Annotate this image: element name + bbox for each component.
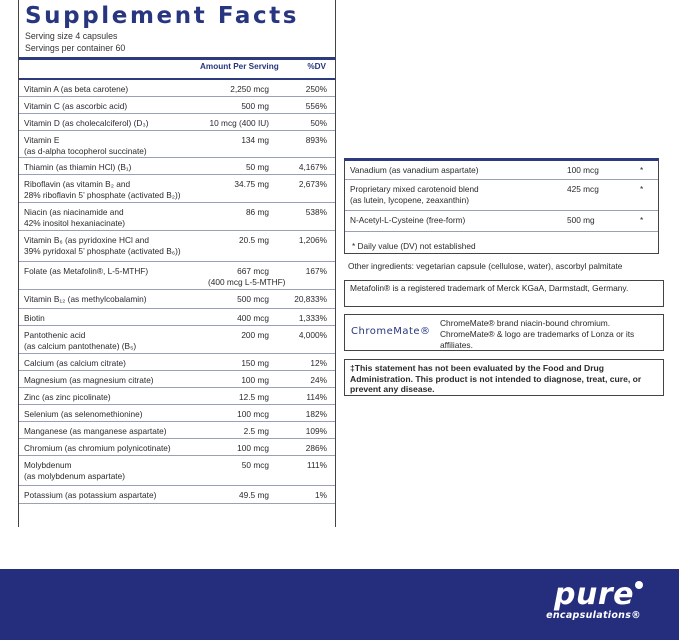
nutrient-dv: 111% [307, 460, 327, 470]
nutrient-name: Selenium (as selenomethionine) [24, 409, 143, 419]
nutrient-amount-detail: (400 mcg L-5-MTHF) [208, 277, 286, 287]
nutrient-name: Biotin [24, 313, 45, 323]
chromemate-trademark-text: ChromeMate® brand niacin-bound chromium. ChromeMate® & logo are trademarks of Lonza or its affiliates. [440, 318, 635, 350]
nutrient-row [19, 309, 335, 326]
nutrient-amount: 500 mg [241, 101, 269, 111]
nutrient-amount: 2,250 mcg [230, 84, 269, 94]
nutrient-name: Vanadium (as vanadium aspartate) [350, 165, 479, 175]
nutrient-row [19, 203, 335, 231]
nutrient-amount: 400 mcg [237, 313, 269, 323]
nutrient-name: Potassium (as potassium aspartate) [24, 490, 157, 500]
metafolin-trademark-box [344, 280, 664, 307]
nutrient-dv: 556% [305, 101, 327, 111]
nutrient-dv: 893% [305, 135, 327, 145]
nutrient-row [345, 211, 658, 232]
nutrient-dv: 182% [305, 409, 327, 419]
nutrient-dv: 24% [310, 375, 327, 385]
nutrient-name: Manganese (as manganese aspartate) [24, 426, 167, 436]
nutrient-name: Calcium (as calcium citrate) [24, 358, 126, 368]
nutrient-name: Riboflavin (as vitamin B₂ and 28% riboflavin 5’ phosphate (activated B₂)) [24, 179, 181, 200]
brand-logo: pure [554, 577, 634, 612]
nutrient-amount: 425 mcg [567, 184, 599, 194]
nutrient-name: Niacin (as niacinamide and 42% inositol hexaniacinate) [24, 207, 126, 228]
nutrient-amount: 200 mg [241, 330, 269, 340]
nutrient-row [19, 422, 335, 439]
nutrient-table [19, 80, 335, 504]
nutrient-amount: 500 mg [567, 215, 595, 225]
nutrient-name: Vitamin E (as d-alpha tocopherol succinate) [24, 135, 147, 156]
nutrient-name: Chromium (as chromium polynicotinate) [24, 443, 171, 453]
nutrient-dv: 114% [306, 392, 327, 402]
chromemate-logo: ChromeMate® [351, 326, 431, 337]
nutrient-amount: 100 mg [241, 375, 269, 385]
nutrient-row [19, 131, 335, 158]
nutrient-name: Vitamin A (as beta carotene) [24, 84, 129, 94]
nutrient-row [19, 262, 335, 290]
nutrient-row [19, 439, 335, 456]
nutrient-row [19, 114, 335, 131]
nutrient-dv: * [640, 165, 644, 175]
nutrient-amount: 86 mg [245, 207, 269, 217]
nutrient-dv: 4,000% [298, 330, 327, 340]
dv-footnote: * Daily value (DV) not established [352, 241, 476, 251]
chromemate-box [344, 314, 664, 351]
nutrient-row [19, 354, 335, 371]
nutrient-name: Molybdenum (as molybdenum aspartate) [24, 460, 125, 481]
nutrient-amount: 34.75 mg [234, 179, 269, 189]
nutrient-row [19, 97, 335, 114]
servings-per-container: Servings per container 60 [25, 43, 126, 53]
nutrient-amount: 50 mcg [241, 460, 269, 470]
nutrient-amount: 500 mcg [237, 294, 269, 304]
amount-per-serving-header: Amount Per Serving [200, 62, 279, 71]
brand-footer [0, 569, 679, 640]
nutrient-amount: 10 mcg (400 IU) [209, 118, 269, 128]
nutrient-dv: 109% [305, 426, 327, 436]
nutrient-amount: 134 mg [241, 135, 269, 145]
brand-logo-subtitle: encapsulations® [546, 610, 641, 621]
nutrient-name: Vitamin C (as ascorbic acid) [24, 101, 128, 111]
nutrient-name: Proprietary mixed carotenoid blend (as lutein, lycopene, zeaxanthin) [350, 184, 479, 205]
nutrient-row [19, 326, 335, 354]
nutrient-row [19, 175, 335, 203]
nutrient-dv: * [640, 215, 644, 225]
nutrient-amount: 100 mcg [567, 165, 599, 175]
nutrient-amount: 2.5 mg [243, 426, 269, 436]
nutrient-amount: 150 mg [241, 358, 269, 368]
supplement-facts-panel [18, 0, 336, 527]
fda-disclaimer-box [344, 359, 664, 396]
nutrient-dv: 286% [305, 443, 327, 453]
nutrient-name: Vitamin B₁₂ (as methylcobalamin) [24, 294, 147, 304]
nutrient-dv: 12% [310, 358, 327, 368]
continued-table [345, 161, 658, 232]
metafolin-trademark-text: Metafolin® is a registered trademark of Merck KGaA, Darmstadt, Germany. [350, 283, 629, 293]
nutrient-row [19, 405, 335, 422]
serving-size: Serving size 4 capsules [25, 31, 118, 41]
supplement-facts-continued [344, 158, 659, 254]
nutrient-name: Vitamin D (as cholecalciferol) (D₃) [24, 118, 149, 128]
nutrient-amount: 12.5 mg [239, 392, 269, 402]
nutrient-name: Folate (as Metafolin®, L-5-MTHF) [24, 266, 149, 276]
nutrient-name: Magnesium (as magnesium citrate) [24, 375, 154, 385]
nutrient-dv: 4,167% [298, 162, 327, 172]
nutrient-row [19, 80, 335, 97]
nutrient-row [19, 290, 335, 309]
nutrient-name: Thiamin (as thiamin HCl) (B₁) [24, 162, 132, 172]
nutrient-name: Pantothenic acid (as calcium pantothenate) (B₅) [24, 330, 137, 351]
nutrient-dv: * [640, 184, 644, 194]
fda-disclaimer: ‡This statement has not been evaluated by the Food and Drug Administration. This product is not intended to diagnose, treat, cure, or prevent any disease. [350, 363, 642, 394]
nutrient-amount: 100 mcg [237, 443, 269, 453]
nutrient-row [19, 456, 335, 486]
nutrient-row [19, 486, 335, 504]
nutrient-amount: 100 mcg [237, 409, 269, 419]
nutrient-dv: 1,333% [298, 313, 327, 323]
nutrient-row [19, 158, 335, 175]
nutrient-row [19, 371, 335, 388]
brand-dot-icon [635, 581, 643, 589]
nutrient-amount: 20.5 mg [239, 235, 269, 245]
nutrient-amount: 49.5 mg [239, 490, 269, 500]
nutrient-amount: 667 mcg [237, 266, 269, 276]
nutrient-dv: 167% [305, 266, 327, 276]
nutrient-dv: 2,673% [298, 179, 327, 189]
nutrient-dv: 20,833% [294, 294, 327, 304]
nutrient-row [345, 180, 658, 211]
nutrient-row [19, 388, 335, 405]
nutrient-name: Vitamin B₆ (as pyridoxine HCl and 39% pyridoxal 5’ phosphate (activated B₆)) [24, 235, 181, 256]
nutrient-dv: 1,206% [298, 235, 327, 245]
nutrient-dv: 250% [305, 84, 327, 94]
nutrient-dv: 538% [305, 207, 327, 217]
supplement-facts-title: Supplement Facts [25, 3, 300, 29]
header-divider [19, 57, 335, 60]
nutrient-name: N-Acetyl-L-Cysteine (free-form) [350, 215, 466, 225]
nutrient-row [345, 161, 658, 180]
nutrient-name: Zinc (as zinc picolinate) [24, 392, 111, 402]
nutrient-row [19, 231, 335, 262]
other-ingredients: Other ingredients: vegetarian capsule (cellulose, water), ascorbyl palmitate [348, 261, 623, 271]
nutrient-dv: 1% [315, 490, 327, 500]
nutrient-amount: 50 mg [245, 162, 269, 172]
nutrient-dv: 50% [310, 118, 327, 128]
dv-header: %DV [307, 62, 326, 71]
